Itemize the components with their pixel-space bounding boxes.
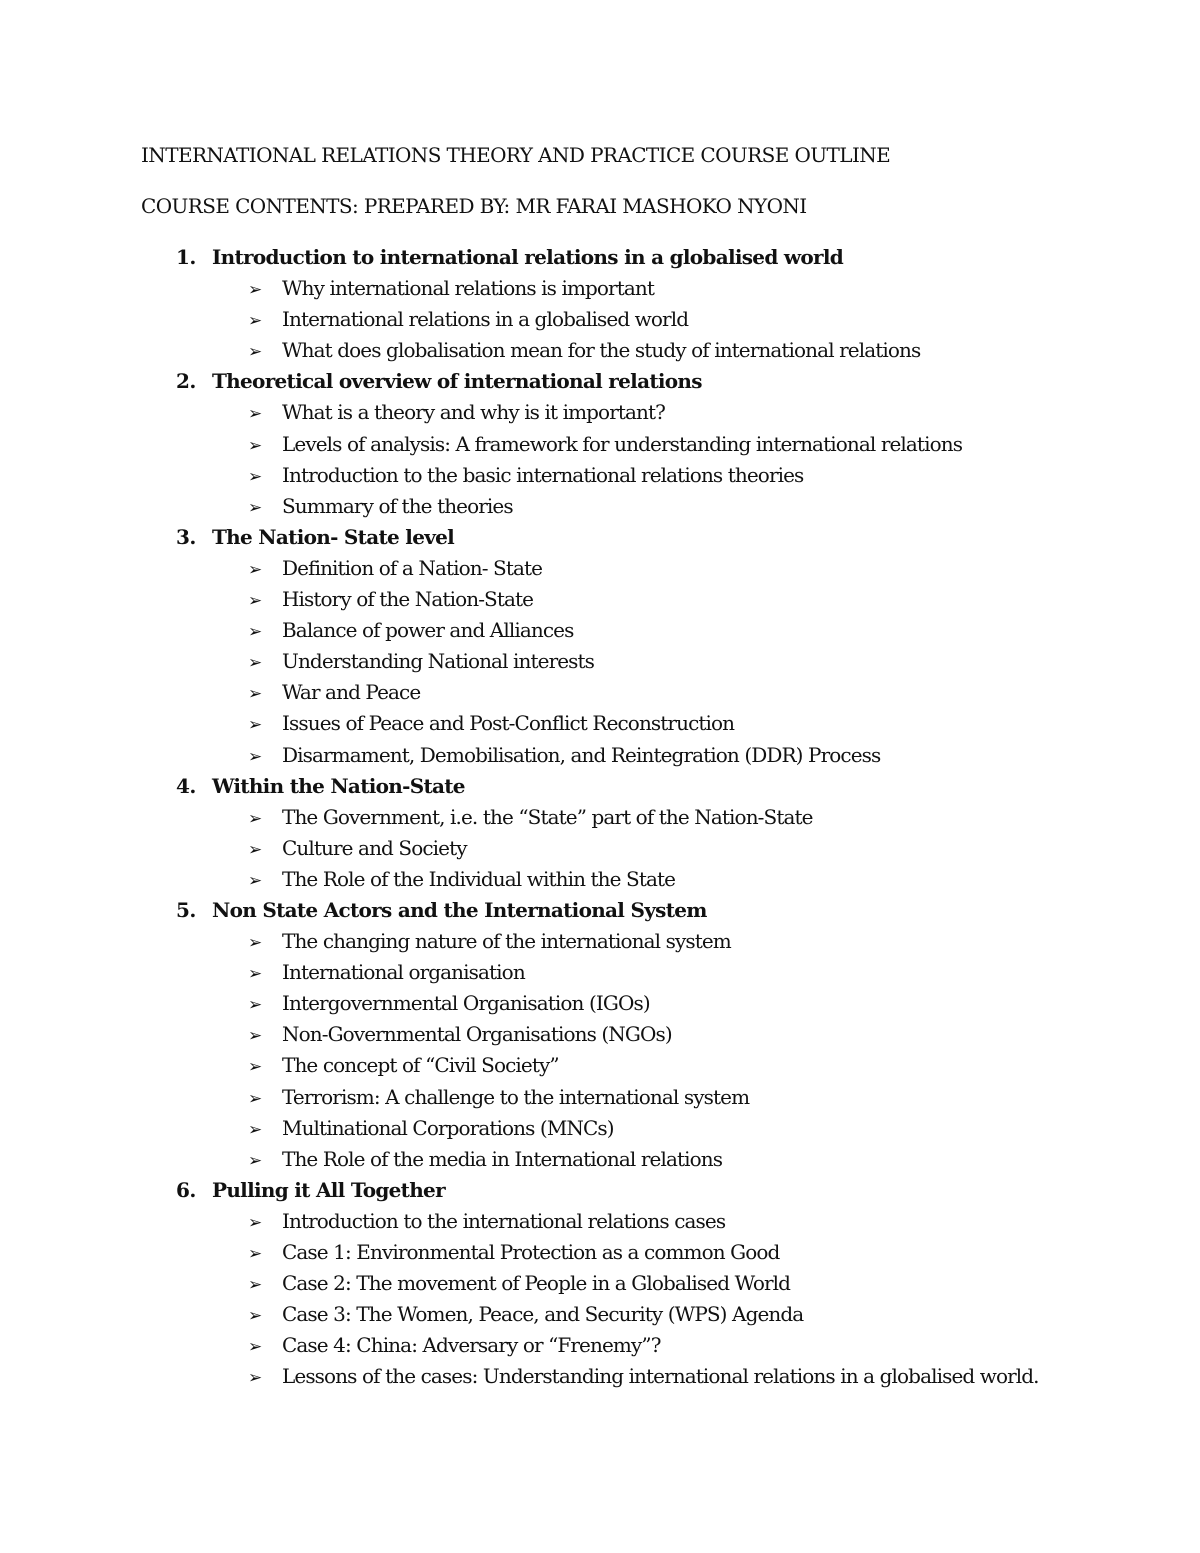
- outline-section: [0, 1175, 1200, 1393]
- section-title: Theoretical overview of international relations: [212, 369, 702, 394]
- list-item: [0, 1361, 1200, 1392]
- section-title: Non State Actors and the International System: [212, 897, 707, 922]
- list-item-text: Issues of Peace and Post-Conflict Reconstruction: [282, 711, 735, 736]
- arrowhead-bullet-icon: ➢: [248, 1088, 263, 1109]
- arrowhead-bullet-icon: ➢: [248, 995, 263, 1016]
- list-item-text: Balance of power and Alliances: [282, 618, 574, 643]
- list-item-text: Definition of a Nation- State: [282, 555, 543, 580]
- outline-section: [0, 242, 1200, 366]
- arrowhead-bullet-icon: ➢: [248, 933, 263, 954]
- arrowhead-bullet-icon: ➢: [248, 684, 263, 705]
- section-title: The Nation- State level: [212, 524, 455, 549]
- list-item-text: Introduction to the basic international relations theories: [282, 462, 804, 487]
- arrowhead-bullet-icon: ➢: [248, 311, 263, 332]
- list-item: [0, 615, 1200, 646]
- list-item: [0, 397, 1200, 428]
- list-item: [0, 304, 1200, 335]
- arrowhead-bullet-icon: ➢: [248, 1368, 263, 1389]
- list-item: [0, 926, 1200, 957]
- arrowhead-bullet-icon: ➢: [248, 839, 263, 860]
- section-items: [0, 802, 1200, 895]
- arrowhead-bullet-icon: ➢: [248, 1212, 263, 1233]
- list-item-text: Multinational Corporations (MNCs): [282, 1115, 614, 1140]
- section-number: 5.: [176, 897, 196, 922]
- list-item: [0, 1237, 1200, 1268]
- arrowhead-bullet-icon: ➢: [248, 591, 263, 612]
- section-heading: [0, 1175, 1200, 1206]
- arrowhead-bullet-icon: ➢: [248, 1119, 263, 1140]
- section-title: Introduction to international relations in a globalised world: [212, 245, 844, 269]
- outline-section: [0, 522, 1200, 771]
- arrowhead-bullet-icon: ➢: [248, 466, 263, 487]
- arrowhead-bullet-icon: ➢: [248, 715, 263, 736]
- section-number: 1.: [176, 245, 196, 269]
- list-item-text: Intergovernmental Organisation (IGOs): [282, 991, 650, 1016]
- list-item: [0, 646, 1200, 677]
- list-item: [0, 1113, 1200, 1144]
- list-item-text: What is a theory and why is it important?: [282, 400, 665, 425]
- list-item: [0, 584, 1200, 615]
- list-item: [0, 988, 1200, 1019]
- list-item-text: Culture and Society: [282, 835, 467, 860]
- outline-section: [0, 366, 1200, 521]
- arrowhead-bullet-icon: ➢: [248, 497, 263, 518]
- list-item-text: Levels of analysis: A framework for understanding international relations: [282, 431, 963, 456]
- document-title: INTERNATIONAL RELATIONS THEORY AND PRACTICE COURSE OUTLINE: [141, 143, 891, 167]
- section-number: 6.: [176, 1177, 196, 1202]
- section-heading: [0, 771, 1200, 802]
- section-heading: [0, 522, 1200, 553]
- list-item: [0, 802, 1200, 833]
- course-outline-list: [0, 242, 1200, 1392]
- arrowhead-bullet-icon: ➢: [248, 559, 263, 580]
- list-item-text: Lessons of the cases: Understanding international relations in a globalised world.: [282, 1364, 1039, 1389]
- section-heading: [0, 895, 1200, 926]
- document-subtitle: COURSE CONTENTS: PREPARED BY: MR FARAI MASHOKO NYONI: [141, 194, 807, 218]
- arrowhead-bullet-icon: ➢: [248, 622, 263, 643]
- list-item-text: What does globalisation mean for the study of international relations: [282, 338, 921, 363]
- section-number: 4.: [176, 773, 196, 798]
- list-item: [0, 1206, 1200, 1237]
- list-item-text: Understanding National interests: [282, 649, 595, 674]
- list-item: [0, 677, 1200, 708]
- list-item-text: International relations in a globalised world: [282, 307, 689, 332]
- section-items: [0, 926, 1200, 1175]
- arrowhead-bullet-icon: ➢: [248, 1306, 263, 1327]
- list-item: [0, 833, 1200, 864]
- arrowhead-bullet-icon: ➢: [248, 1244, 263, 1264]
- arrowhead-bullet-icon: ➢: [248, 1026, 263, 1047]
- list-item: [0, 335, 1200, 366]
- list-item-text: Case 2: The movement of People in a Globalised World: [282, 1271, 791, 1296]
- section-heading: [0, 242, 1200, 273]
- list-item: [0, 460, 1200, 491]
- list-item: [0, 957, 1200, 988]
- list-item: [0, 1268, 1200, 1299]
- list-item-text: Terrorism: A challenge to the international system: [282, 1084, 750, 1109]
- list-item-text: Non-Governmental Organisations (NGOs): [282, 1022, 672, 1047]
- arrowhead-bullet-icon: ➢: [248, 870, 263, 891]
- list-item: [0, 1019, 1200, 1050]
- section-items: [0, 1206, 1200, 1393]
- list-item-text: Summary of the theories: [282, 493, 513, 518]
- list-item-text: Case 1: Environmental Protection as a common Good: [282, 1240, 780, 1264]
- list-item-text: Case 3: The Women, Peace, and Security (WPS) Agenda: [282, 1302, 804, 1327]
- list-item-text: The Government, i.e. the “State” part of the Nation-State: [282, 804, 813, 829]
- section-items: [0, 397, 1200, 521]
- list-item: [0, 491, 1200, 522]
- arrowhead-bullet-icon: ➢: [248, 1275, 263, 1296]
- list-item-text: History of the Nation-State: [282, 587, 534, 612]
- list-item-text: The Role of the Individual within the State: [282, 866, 676, 891]
- list-item-text: The changing nature of the international system: [282, 929, 731, 954]
- list-item-text: Disarmament, Demobilisation, and Reintegration (DDR) Process: [282, 742, 881, 767]
- list-item: [0, 553, 1200, 584]
- section-title: Pulling it All Together: [212, 1177, 445, 1202]
- arrowhead-bullet-icon: ➢: [248, 653, 263, 674]
- list-item-text: War and Peace: [282, 680, 421, 705]
- arrowhead-bullet-icon: ➢: [248, 808, 263, 829]
- section-title: Within the Nation-State: [212, 773, 465, 798]
- outline-section: [0, 771, 1200, 895]
- arrowhead-bullet-icon: ➢: [248, 435, 263, 456]
- arrowhead-bullet-icon: ➢: [248, 1150, 263, 1171]
- list-item: [0, 1299, 1200, 1330]
- arrowhead-bullet-icon: ➢: [248, 404, 263, 425]
- list-item: [0, 708, 1200, 739]
- list-item: [0, 1050, 1200, 1081]
- arrowhead-bullet-icon: ➢: [248, 342, 263, 363]
- section-items: [0, 273, 1200, 366]
- section-number: 3.: [176, 524, 196, 549]
- list-item-text: The Role of the media in International relations: [282, 1146, 723, 1171]
- list-item-text: The concept of “Civil Society”: [282, 1053, 559, 1078]
- list-item-text: Introduction to the international relations cases: [282, 1208, 726, 1233]
- arrowhead-bullet-icon: ➢: [248, 1057, 263, 1078]
- list-item: [0, 273, 1200, 304]
- arrowhead-bullet-icon: ➢: [248, 1337, 263, 1358]
- list-item-text: Case 4: China: Adversary or “Frenemy”?: [282, 1333, 661, 1358]
- section-number: 2.: [176, 369, 196, 394]
- list-item: [0, 864, 1200, 895]
- list-item-text: International organisation: [282, 960, 525, 985]
- section-items: [0, 553, 1200, 771]
- outline-section: [0, 895, 1200, 1175]
- list-item: [0, 1144, 1200, 1175]
- arrowhead-bullet-icon: ➢: [248, 746, 263, 767]
- arrowhead-bullet-icon: ➢: [248, 280, 263, 301]
- list-item: [0, 1330, 1200, 1361]
- section-heading: [0, 366, 1200, 397]
- list-item: [0, 1082, 1200, 1113]
- list-item-text: Why international relations is important: [282, 276, 654, 301]
- list-item: [0, 429, 1200, 460]
- list-item: [0, 740, 1200, 771]
- arrowhead-bullet-icon: ➢: [248, 964, 263, 985]
